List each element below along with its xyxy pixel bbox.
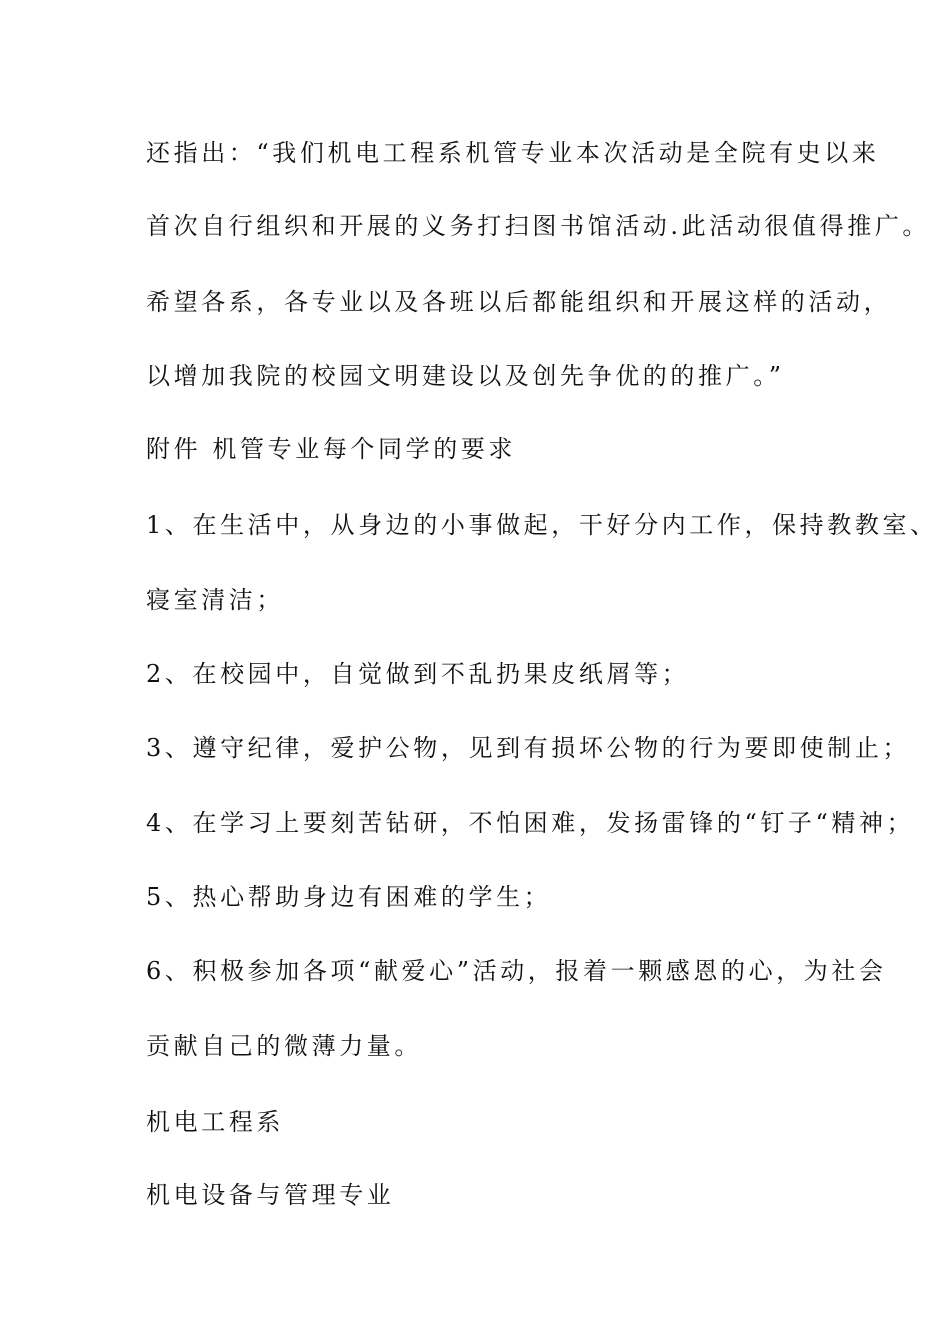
requirement-3: 3、遵守纪律，爱护公物，见到有损坏公物的行为要即使制止； [146,734,911,762]
requirement-6-line-1: 6、积极参加各项“献爱心”活动，报着一颗感恩的心，为社会 [146,957,887,985]
paragraph-line-3: 希望各系，各专业以及各班以后都能组织和开展这样的活动， [146,288,892,316]
requirement-1-line-1: 1、在生活中，从身边的小事做起，干好分内工作，保持教教室、 [146,511,938,539]
requirement-2: 2、在校园中，自觉做到不乱扔果皮纸屑等； [146,660,690,688]
paragraph-line-1: 还指出：“我们机电工程系机管专业本次活动是全院有史以来 [146,139,880,167]
paragraph-line-2: 首次自行组织和开展的义务打扫图书馆活动.此活动很值得推广。 [146,212,931,240]
paragraph-line-4: 以增加我院的校园文明建设以及创先争优的的推广。” [146,362,785,390]
attachment-heading: 附件 机管专业每个同学的要求 [146,435,517,463]
requirement-5: 5、热心帮助身边有困难的学生； [146,883,552,911]
requirement-1-line-2: 寝室清洁； [146,586,284,614]
requirement-6-line-2: 贡献自己的微薄力量。 [146,1032,422,1060]
requirement-4: 4、在学习上要刻苦钻研，不怕困难，发扬雷锋的“钉子“精神； [146,809,915,837]
signature-department: 机电工程系 [146,1108,284,1136]
signature-major: 机电设备与管理专业 [146,1181,395,1209]
